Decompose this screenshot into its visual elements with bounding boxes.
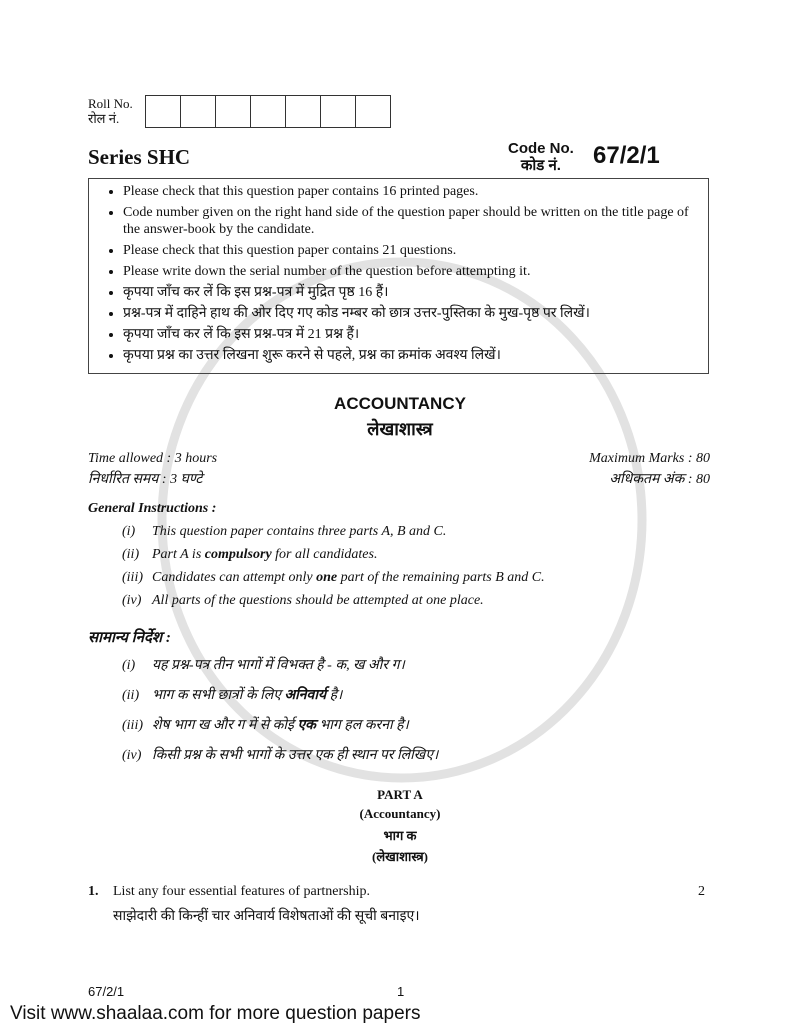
item-number: (iv) — [122, 748, 142, 763]
time-allowed: Time allowed : 3 hours — [88, 451, 218, 466]
item-text-end: भाग हल करना है। — [315, 718, 409, 733]
item-number: (i) — [122, 524, 136, 539]
general-instructions-hindi-heading: सामान्य निर्देश : — [88, 630, 171, 646]
item-text: यह प्रश्न-पत्र तीन भागों में विभक्त है - क, ख और ग। — [152, 658, 405, 673]
maximum-marks-hindi: अधिकतम अंक : 80 — [609, 472, 710, 487]
roll-no-label — [88, 96, 133, 126]
item-text: भाग क सभी छात्रों के लिए — [152, 688, 285, 703]
item-number: (iii) — [122, 718, 143, 733]
question-marks: 2 — [698, 884, 705, 899]
code-label — [508, 140, 574, 174]
item-text: This question paper contains three parts A, B and C. — [152, 524, 447, 539]
series-label: Series SHC — [88, 145, 191, 169]
subject-title-hindi: लेखाशास्त्र — [367, 419, 433, 439]
item-number: (iii) — [122, 570, 143, 585]
item-emphasis: एक — [297, 718, 316, 733]
part-title: PART A — [377, 787, 423, 802]
checklist-item: • प्रश्न-पत्र में दाहिने हाथ की ओर दिए गए कोड नम्बर को छात्र उत्तर-पुस्तिका के मुख-पृष्ठ पर लिखें। — [123, 305, 700, 322]
question-text: List any four essential features of partnership. — [113, 884, 370, 899]
instruction-item — [122, 546, 377, 564]
visit-link[interactable]: Visit www.shaalaa.com for more question papers — [10, 1003, 421, 1024]
question-number: 1. — [88, 884, 99, 899]
roll-no-label-en: Roll No. — [88, 96, 133, 111]
instruction-item — [122, 592, 484, 610]
item-text-end: part of the remaining parts B and C. — [337, 570, 545, 585]
instruction-item — [122, 523, 446, 541]
code-label-hi: कोड नं. — [520, 157, 561, 174]
maximum-marks: Maximum Marks : 80 — [589, 451, 710, 466]
general-instructions-heading: General Instructions : — [88, 501, 217, 516]
page-number: 1 — [397, 984, 405, 999]
instruction-item — [122, 687, 342, 705]
checklist-item: • Code number given on the right hand side of the question paper should be written on the title page of the answer-book by the candidate. — [123, 204, 700, 238]
question-text-hindi: साझेदारी की किन्हीं चार अनिवार्य विशेषताओं की सूची बनाइए। — [113, 909, 420, 924]
item-text-end: है। — [326, 688, 343, 703]
checklist-item: • कृपया प्रश्न का उत्तर लिखना शुरू करने से पहले, प्रश्न का क्रमांक अवश्य लिखें। — [123, 347, 700, 364]
roll-no-label-hi: रोल नं. — [88, 111, 120, 126]
checklist-item: • Please check that this question paper contains 21 questions. — [123, 242, 700, 259]
instruction-item — [122, 569, 545, 587]
time-allowed-hindi: निर्धारित समय : 3 घण्टे — [88, 472, 203, 487]
code-label-en: Code No. — [508, 140, 574, 157]
item-text: Part A is — [152, 547, 205, 562]
item-text: Candidates can attempt only — [152, 570, 317, 585]
part-title-hindi: भाग क — [383, 828, 417, 843]
item-number: (ii) — [122, 688, 140, 703]
instruction-item — [122, 657, 405, 675]
item-text: शेष भाग ख और ग में से कोई — [152, 718, 298, 733]
instruction-item — [122, 717, 409, 735]
item-number: (ii) — [122, 547, 140, 562]
subject-title: ACCOUNTANCY — [334, 394, 466, 413]
instruction-item — [122, 747, 438, 765]
item-number: (iv) — [122, 593, 142, 608]
code-value: 67/2/1 — [593, 142, 660, 169]
item-emphasis: one — [316, 570, 338, 585]
item-emphasis: compulsory — [204, 547, 272, 562]
checklist-item: • कृपया जाँच कर लें कि इस प्रश्न-पत्र में मुद्रित पृष्ठ 16 हैं। — [123, 284, 700, 301]
footer-code: 67/2/1 — [88, 984, 125, 999]
part-subtitle: (Accountancy) — [359, 806, 441, 821]
item-emphasis: अनिवार्य — [284, 688, 327, 703]
item-text-end: for all candidates. — [271, 547, 378, 562]
part-subtitle-hindi: (लेखाशास्त्र) — [372, 849, 428, 864]
checklist-item: • Please check that this question paper contains 16 printed pages. — [123, 183, 700, 200]
checklist-item: • Please write down the serial number of the question before attempting it. — [123, 263, 700, 280]
item-text: All parts of the questions should be attempted at one place. — [152, 593, 484, 608]
checklist-item: • कृपया जाँच कर लें कि इस प्रश्न-पत्र में 21 प्रश्न हैं। — [123, 326, 700, 343]
item-text: किसी प्रश्न के सभी भागों के उत्तर एक ही स्थान पर लिखिए। — [152, 748, 439, 763]
roll-no-boxes[interactable] — [145, 95, 391, 128]
instructions-box — [88, 178, 709, 374]
item-number: (i) — [122, 658, 136, 673]
